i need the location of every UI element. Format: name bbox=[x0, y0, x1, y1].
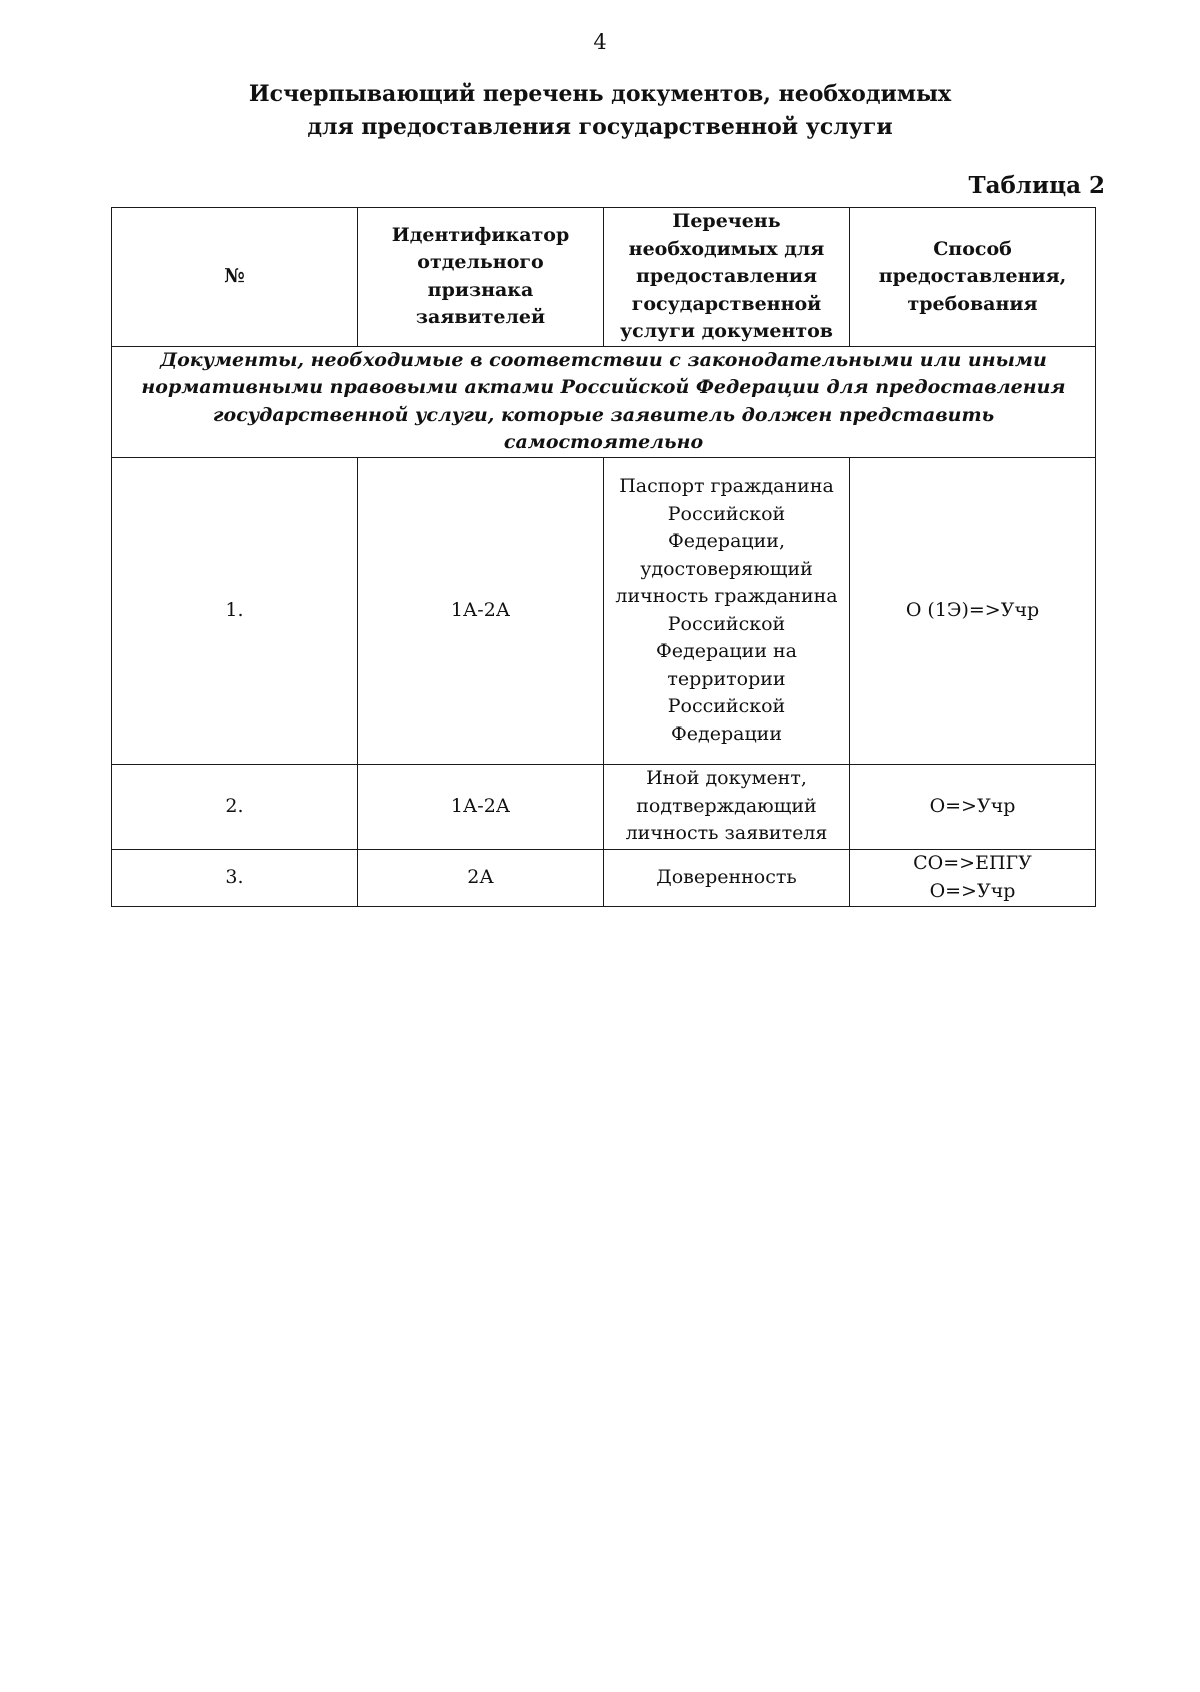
header-method: Способ предоставления, требования bbox=[850, 208, 1096, 347]
row-method bbox=[850, 849, 1096, 906]
header-documents: Перечень необходимых для предоставления государственной услуги документов bbox=[604, 208, 850, 347]
method-line: О=>Учр bbox=[929, 879, 1016, 902]
row-identifier: 2А bbox=[358, 849, 604, 906]
method-line: О=>Учр bbox=[929, 794, 1016, 817]
section-heading-row bbox=[112, 346, 1096, 457]
document-title-line-2: для предоставления государственной услуги bbox=[307, 114, 893, 140]
row-number: 3. bbox=[112, 849, 358, 906]
table-caption: Таблица 2 bbox=[968, 172, 1105, 199]
row-document: Паспорт гражданина Российской Федерации, удостоверяющий личность гражданина Российской Федерации на территории Российской Федерации bbox=[604, 457, 850, 764]
table-row bbox=[112, 849, 1096, 906]
row-method bbox=[850, 764, 1096, 849]
document-title bbox=[120, 78, 1080, 144]
documents-table bbox=[111, 207, 1096, 907]
method-line: СО=>ЕПГУ bbox=[913, 852, 1032, 874]
row-method bbox=[850, 457, 1096, 764]
table-row bbox=[112, 764, 1096, 849]
row-number: 1. bbox=[112, 457, 358, 764]
row-identifier: 1А-2А bbox=[358, 457, 604, 764]
row-identifier: 1А-2А bbox=[358, 764, 604, 849]
header-identifier: Идентификатор отдельного признака заявителей bbox=[358, 208, 604, 347]
page-number: 4 bbox=[593, 30, 607, 54]
header-number: № bbox=[112, 208, 358, 347]
table-row bbox=[112, 457, 1096, 764]
row-number: 2. bbox=[112, 764, 358, 849]
row-document: Доверенность bbox=[604, 849, 850, 906]
section-heading: Документы, необходимые в соответствии с законодательными или иными нормативными правовыми актами Российской Федерации для предоставления государственной услуги, которые заявитель должен представить самостоятельно bbox=[112, 346, 1096, 457]
table-header-row bbox=[112, 208, 1096, 347]
document-title-line-1: Исчерпывающий перечень документов, необходимых bbox=[248, 81, 952, 107]
row-document: Иной документ, подтверждающий личность заявителя bbox=[604, 764, 850, 849]
method-line: О (1Э)=>Учр bbox=[905, 598, 1040, 621]
